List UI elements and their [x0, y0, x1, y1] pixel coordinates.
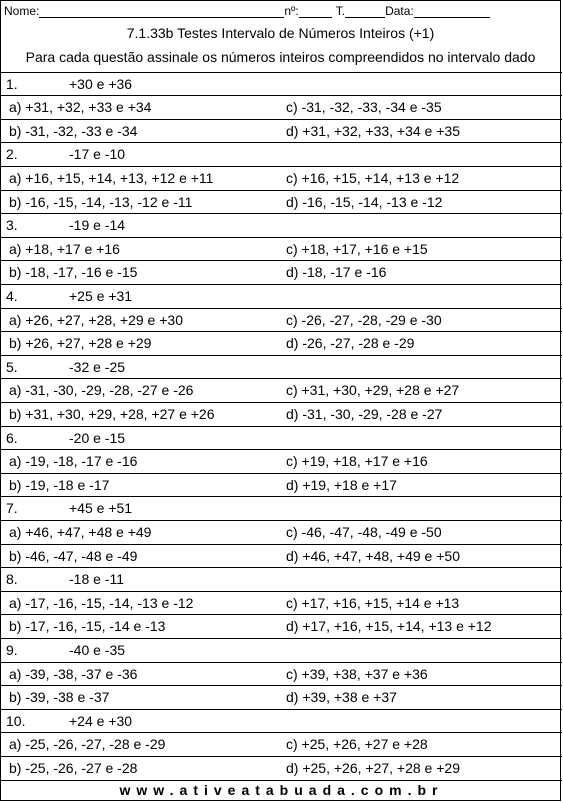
question-number: 7.: [6, 500, 18, 517]
options-row: [1, 520, 562, 544]
option-b[interactable]: b) -17, -16, -15, -14 e -13: [9, 618, 166, 635]
options-row: [1, 402, 562, 426]
option-a[interactable]: a) +31, +32, +33 e +34: [9, 99, 152, 116]
options-row: [1, 473, 562, 497]
option-d[interactable]: d) -16, -15, -14, -13 e -12: [286, 193, 443, 210]
options-row: [1, 544, 562, 568]
page-title: 7.1.33b Testes Intervalo de Números Inteiros (+1): [126, 25, 435, 41]
name-label: Nome:: [4, 4, 40, 18]
option-a[interactable]: a) +46, +47, +48 e +49: [9, 523, 152, 540]
option-b[interactable]: b) -16, -15, -14, -13, -12 e -11: [9, 193, 193, 210]
class-label: T.: [335, 4, 346, 18]
options-row: [1, 732, 562, 756]
question-number: 2.: [6, 146, 18, 163]
question-range: -32 e -25: [69, 358, 126, 375]
option-a[interactable]: a) +18, +17 e +16: [9, 240, 120, 257]
option-d[interactable]: d) +25, +26, +27, +28 e +29: [286, 759, 460, 776]
question-header: [1, 355, 562, 379]
question-header: [1, 426, 562, 450]
option-d[interactable]: d) +46, +47, +48, +49 e +50: [286, 547, 460, 564]
option-d[interactable]: d) +17, +16, +15, +14, +13 e +12: [286, 618, 492, 635]
option-b[interactable]: b) -31, -32, -33 e -34: [9, 122, 138, 139]
option-a[interactable]: a) -25, -26, -27, -28 e -29: [9, 736, 166, 753]
question-number: 9.: [6, 641, 18, 658]
option-a[interactable]: a) +26, +27, +28, +29 e +30: [9, 311, 183, 328]
option-c[interactable]: c) +18, +17, +16 e +15: [286, 240, 428, 257]
options-row: [1, 685, 562, 709]
date-field[interactable]: [414, 5, 490, 18]
question-range: -19 e -14: [69, 217, 126, 234]
question-range: +24 e +30: [69, 712, 133, 729]
question-number: 1.: [6, 75, 18, 92]
options-row: [1, 662, 562, 686]
question-number: 3.: [6, 217, 18, 234]
option-d[interactable]: d) -26, -27, -28 e -29: [286, 335, 415, 352]
option-d[interactable]: d) +19, +18 e +17: [286, 476, 397, 493]
options-row: [1, 756, 562, 780]
question-header: [1, 213, 562, 237]
options-row: [1, 331, 562, 355]
question-header: [1, 72, 562, 96]
question-header: [1, 638, 562, 662]
option-c[interactable]: c) +19, +18, +17 e +16: [286, 453, 428, 470]
question-header: [1, 709, 562, 733]
question-range: -17 e -10: [69, 146, 126, 163]
question-range: +25 e +31: [69, 287, 133, 304]
question-number: 6.: [6, 429, 18, 446]
question-range: -40 e -35: [69, 641, 126, 658]
options-row: [1, 378, 562, 402]
option-d[interactable]: d) +39, +38 e +37: [286, 689, 397, 706]
question-number: 10.: [6, 712, 26, 729]
option-d[interactable]: d) +31, +32, +33, +34 e +35: [286, 122, 460, 139]
header-fields: [1, 1, 562, 18]
options-row: [1, 237, 562, 261]
option-c[interactable]: c) +17, +16, +15, +14 e +13: [286, 594, 460, 611]
option-a[interactable]: a) -19, -18, -17 e -16: [9, 453, 138, 470]
option-a[interactable]: a) -39, -38, -37 e -36: [9, 665, 138, 682]
question-header: [1, 567, 562, 591]
question-number: 4.: [6, 287, 18, 304]
question-range: +30 e +36: [69, 75, 133, 92]
question-header: [1, 142, 562, 166]
option-c[interactable]: c) +25, +26, +27 e +28: [286, 736, 428, 753]
option-d[interactable]: d) -31, -30, -29, -28 e -27: [286, 405, 443, 422]
option-c[interactable]: c) +39, +38, +37 e +36: [286, 665, 428, 682]
options-row: [1, 308, 562, 332]
instructions: Para cada questão assinale os números inteiros compreendidos no intervalo dado: [25, 49, 536, 65]
option-b[interactable]: b) -18, -17, -16 e -15: [9, 264, 138, 281]
option-b[interactable]: b) +26, +27, +28 e +29: [9, 335, 152, 352]
name-field[interactable]: [39, 5, 284, 18]
options-row: [1, 449, 562, 473]
option-b[interactable]: b) -19, -18 e -17: [9, 476, 110, 493]
footer-website: www.ativeatabuada.com.br: [1, 780, 562, 800]
option-a[interactable]: a) -17, -16, -15, -14, -13 e -12: [9, 594, 194, 611]
option-a[interactable]: a) -31, -30, -29, -28, -27 e -26: [9, 382, 194, 399]
options-row: [1, 614, 562, 638]
options-row: [1, 260, 562, 284]
options-row: [1, 95, 562, 119]
options-row: [1, 166, 562, 190]
date-label: Data:: [385, 4, 414, 18]
number-label: nº:: [284, 4, 299, 18]
option-c[interactable]: c) -26, -27, -28, -29 e -30: [286, 311, 442, 328]
question-header: [1, 496, 562, 520]
question-header: [1, 284, 562, 308]
number-field[interactable]: [299, 5, 332, 18]
option-c[interactable]: c) +16, +15, +14, +13 e +12: [286, 169, 460, 186]
question-range: -18 e -11: [69, 571, 124, 588]
option-d[interactable]: d) -18, -17 e -16: [286, 264, 387, 281]
options-row: [1, 119, 562, 143]
question-number: 5.: [6, 358, 18, 375]
option-b[interactable]: b) -25, -26, -27 e -28: [9, 759, 138, 776]
class-field[interactable]: [345, 5, 385, 18]
question-range: -20 e -15: [69, 429, 126, 446]
option-a[interactable]: a) +16, +15, +14, +13, +12 e +11: [9, 169, 214, 186]
option-b[interactable]: b) -46, -47, -48 e -49: [9, 547, 138, 564]
option-b[interactable]: b) -39, -38 e -37: [9, 689, 110, 706]
option-c[interactable]: c) +31, +30, +29, +28 e +27: [286, 382, 460, 399]
question-number: 8.: [6, 571, 18, 588]
option-c[interactable]: c) -31, -32, -33, -34 e -35: [286, 99, 442, 116]
options-row: [1, 190, 562, 214]
options-row: [1, 591, 562, 615]
option-b[interactable]: b) +31, +30, +29, +28, +27 e +26: [9, 405, 215, 422]
question-range: +45 e +51: [69, 500, 133, 517]
option-c[interactable]: c) -46, -47, -48, -49 e -50: [286, 523, 442, 540]
